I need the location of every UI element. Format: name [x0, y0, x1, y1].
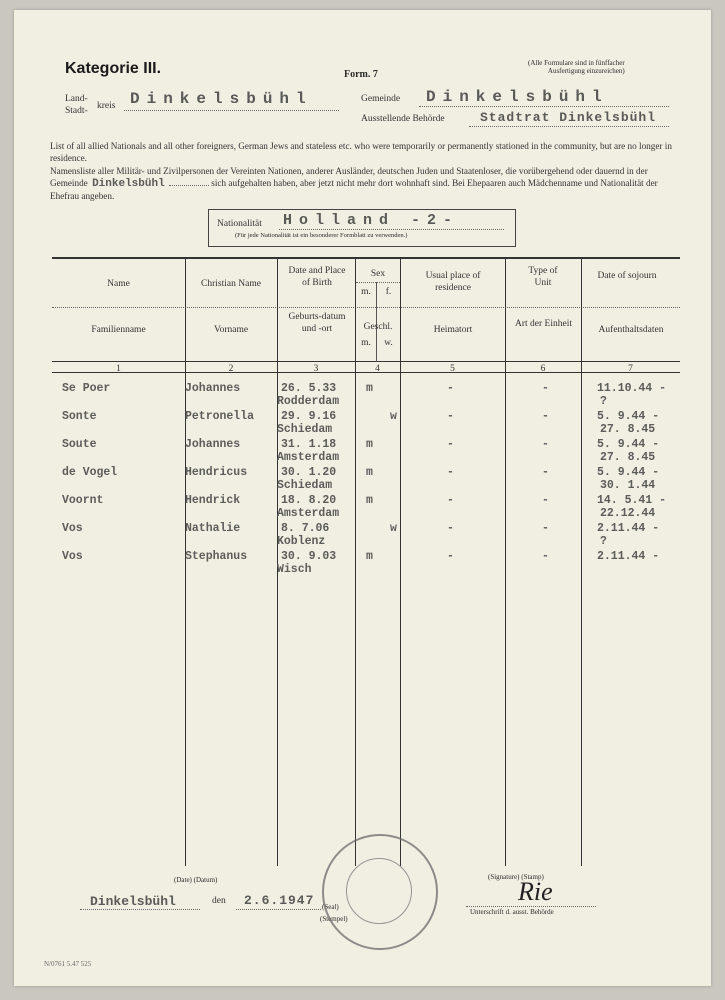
birth-date-cell: 31. 1.18	[281, 438, 337, 451]
birth-date-cell: 8. 7.06	[281, 522, 330, 535]
intro-german: Namensliste aller Militär- und Zivilpersonen der Vereinten Nationen, anderer Ausländer, deutschen Juden und Staatenloser, die vorübergehend oder dauernd in der Gemeinde Dinkelsbühl sich aufgehalten haben, aber jetzt nicht mehr dort wohnhaft sind. Bei Ehepaaren auch Mädchenname und Nationalität der Ehefrau angeben.	[50, 166, 658, 202]
land-label: Land-	[65, 94, 88, 104]
header-geschl-w: w.	[384, 338, 393, 348]
col-num-7: 7	[628, 364, 633, 374]
date-label: (Date) (Datum)	[174, 876, 218, 884]
sex-male-cell: m	[366, 438, 373, 451]
residence-cell: -	[447, 494, 454, 507]
header-name-de: Familienname	[91, 325, 146, 335]
unit-cell: -	[542, 522, 549, 535]
kreis-value: Dinkelsbühl	[130, 90, 313, 108]
col-num-5: 5	[450, 364, 455, 374]
surname-cell: Voornt	[62, 494, 104, 507]
col-num-2: 2	[228, 364, 234, 374]
surname-cell: Se Poer	[62, 382, 111, 395]
footer-date: 2.6.1947	[244, 893, 315, 908]
table-row	[52, 494, 712, 521]
signature: Rie	[518, 877, 553, 906]
den-label: den	[212, 896, 226, 906]
nationality-label: Nationalität	[217, 219, 262, 229]
nationality-box	[208, 209, 516, 247]
birth-date-cell: 18. 8.20	[281, 494, 337, 507]
sojourn-to-cell: 22.12.44	[600, 507, 656, 520]
col-num-4: 4	[375, 364, 380, 374]
header-sex-en: Sex	[370, 269, 386, 279]
first-name-cell: Petronella	[185, 410, 255, 423]
unit-cell: -	[542, 410, 549, 423]
sojourn-from-cell: 2.11.44 -	[597, 550, 660, 563]
birth-date-cell: 30. 9.03	[281, 550, 337, 563]
residence-cell: -	[447, 550, 454, 563]
birth-place-cell: Koblenz	[277, 535, 326, 548]
header-geschl-m: m.	[361, 338, 371, 348]
birth-place-cell: Amsterdam	[277, 451, 340, 464]
sojourn-from-cell: 5. 9.44 -	[597, 438, 660, 451]
sojourn-to-cell: ?	[600, 395, 607, 408]
seal-label: (Seal)	[322, 903, 339, 911]
birth-date-cell: 30. 1.20	[281, 466, 337, 479]
col-num-6: 6	[540, 364, 546, 374]
form-number: Form. 7	[344, 69, 378, 80]
header-christian-de: Vorname	[213, 325, 249, 335]
table-row	[52, 410, 712, 437]
residence-cell: -	[447, 522, 454, 535]
sex-male-cell: m	[366, 494, 373, 507]
document-page	[14, 10, 711, 986]
first-name-cell: Johannes	[185, 438, 241, 451]
surname-cell: Vos	[62, 550, 83, 563]
kreis-label: kreis	[97, 101, 116, 111]
header-christian-en: Christian Name	[201, 279, 261, 289]
table-row	[52, 522, 712, 549]
surname-cell: Sonte	[62, 410, 97, 423]
sojourn-to-cell: ?	[600, 535, 607, 548]
behoerde-value: Stadtrat Dinkelsbühl	[480, 110, 657, 125]
birth-place-cell: Rodderdam	[277, 395, 340, 408]
table-header-rule	[52, 361, 680, 362]
unit-cell: -	[542, 382, 549, 395]
sex-male-cell: m	[366, 466, 373, 479]
sojourn-from-cell: 5. 9.44 -	[597, 410, 660, 423]
header-unit-de: Art der Einheit	[515, 319, 572, 329]
stadt-label: Stadt-	[65, 106, 88, 116]
stempel-label: (Stempel)	[320, 915, 348, 923]
header-residence-en: Usual place of residence	[425, 271, 481, 293]
official-seal-stamp	[322, 834, 438, 950]
header-sojourn-en: Date of sojourn	[597, 271, 657, 281]
surname-cell: Soute	[62, 438, 97, 451]
first-name-cell: Johannes	[185, 382, 241, 395]
table-top-rule	[52, 257, 680, 259]
intro-english: List of all allied Nationals and all other foreigners, German Jews and stateless etc. who were temporarily or permanently stationed in the community, but are no longer in residence.	[50, 141, 672, 164]
table-row	[52, 466, 712, 493]
first-name-cell: Nathalie	[185, 522, 241, 535]
birth-date-cell: 26. 5.33	[281, 382, 337, 395]
birth-place-cell: Schiedam	[277, 479, 333, 492]
nationality-value: Holland -2-	[283, 212, 460, 229]
col-num-1: 1	[116, 364, 121, 374]
residence-cell: -	[447, 410, 454, 423]
form-title: Kategorie III.	[65, 60, 162, 77]
surname-cell: de Vogel	[62, 466, 118, 479]
gemeinde-value: Dinkelsbühl	[426, 88, 609, 106]
birth-place-cell: Schiedam	[277, 423, 333, 436]
sex-male-cell: m	[366, 550, 373, 563]
unit-cell: -	[542, 494, 549, 507]
sojourn-to-cell: 27. 8.45	[600, 423, 656, 436]
nationality-note: (Für jede Nationalität ist ein besonderer Formblatt zu verwenden.)	[235, 232, 408, 239]
first-name-cell: Hendricus	[185, 466, 248, 479]
surname-cell: Vos	[62, 522, 83, 535]
sojourn-from-cell: 14. 5.41 -	[597, 494, 667, 507]
header-name-en: Name	[107, 279, 130, 289]
table-row	[52, 550, 712, 577]
residence-cell: -	[447, 466, 454, 479]
print-code: N/0761 5.47 525	[44, 960, 92, 968]
sojourn-from-cell: 11.10.44 -	[597, 382, 667, 395]
first-name-cell: Hendrick	[185, 494, 241, 507]
col-num-3: 3	[313, 364, 319, 374]
unit-cell: -	[542, 438, 549, 451]
table-row	[52, 382, 712, 409]
sex-male-cell: m	[366, 382, 373, 395]
gemeinde-label: Gemeinde	[361, 94, 401, 104]
header-birth-de: Geburts-datum und -ort	[288, 312, 346, 334]
unit-cell: -	[542, 466, 549, 479]
behoerde-label: Ausstellende Behörde	[361, 114, 445, 124]
header-birth-en: Date and Place of Birth	[288, 266, 346, 288]
header-sex-m: m.	[361, 287, 371, 297]
sex-female-cell: w	[390, 410, 397, 423]
copies-note: (Alle Formulare sind in fünffacher Ausfertigung einzureichen)	[528, 59, 625, 75]
sojourn-from-cell: 2.11.44 -	[597, 522, 660, 535]
header-residence-de: Heimatort	[433, 325, 473, 335]
header-sex-f: f.	[385, 287, 392, 297]
signature-label: (Signature) (Stamp)	[488, 873, 544, 881]
sojourn-from-cell: 5. 9.44 -	[597, 466, 660, 479]
footer-place: Dinkelsbühl	[90, 894, 176, 909]
residence-cell: -	[447, 438, 454, 451]
header-unit-en: Type of Unit	[528, 266, 558, 288]
first-name-cell: Stephanus	[185, 550, 248, 563]
header-sex-de: Geschl.	[363, 322, 393, 332]
unit-cell: -	[542, 550, 549, 563]
table-row	[52, 438, 712, 465]
sojourn-to-cell: 27. 8.45	[600, 451, 656, 464]
residence-cell: -	[447, 382, 454, 395]
header-sojourn-de: Aufenthaltsdaten	[598, 325, 664, 335]
birth-date-cell: 29. 9.16	[281, 410, 337, 423]
unterschrift-label: Unterschrift d. ausst. Behörde	[470, 908, 554, 916]
sojourn-to-cell: 30. 1.44	[600, 479, 656, 492]
birth-place-cell: Wisch	[277, 563, 312, 576]
sex-female-cell: w	[390, 522, 397, 535]
birth-place-cell: Amsterdam	[277, 507, 340, 520]
